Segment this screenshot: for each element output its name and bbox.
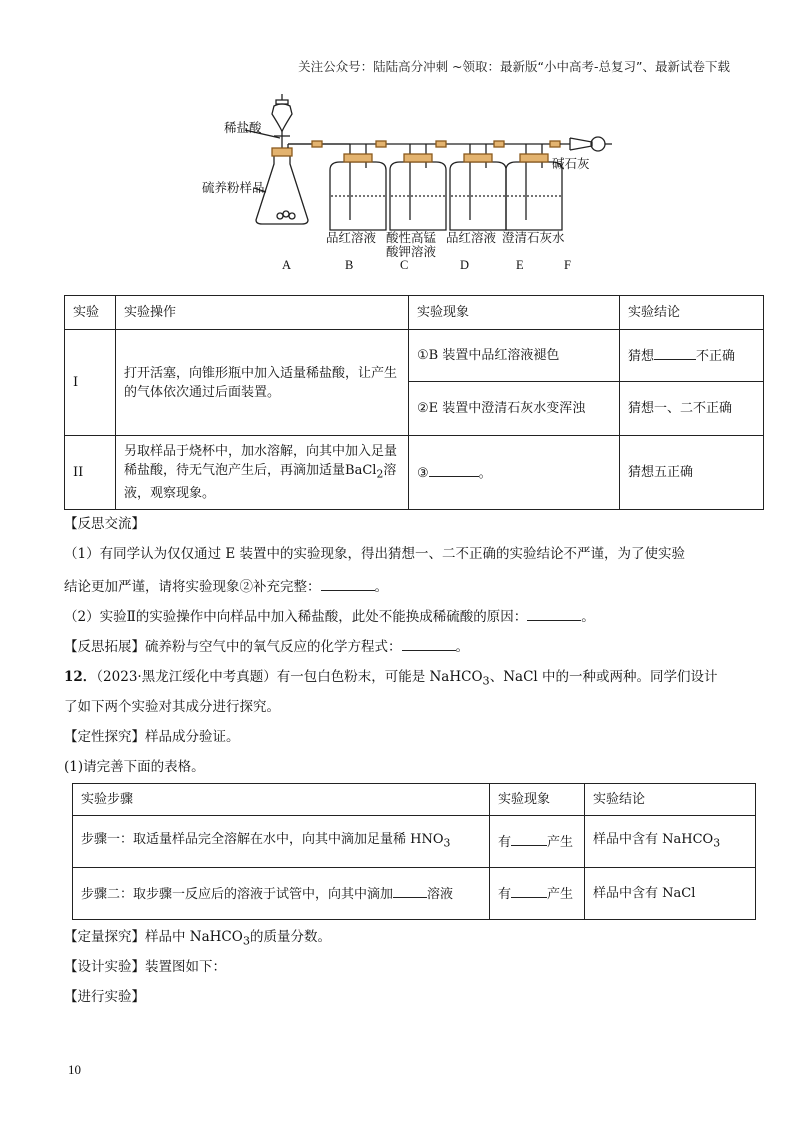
question-text: 。	[374, 579, 388, 595]
question-12-line-1	[64, 667, 764, 692]
question-2	[64, 606, 764, 627]
label-letter-b: B	[345, 258, 354, 272]
phenomenon-text: 产生	[547, 887, 574, 902]
question-1-line-1: （1）有同学认为仅仅通过 E 装置中的实验现象，得出猜想一、二不正确的实验结论不严谨，为了使实验	[64, 546, 686, 562]
experiment-table-2	[72, 783, 756, 920]
question-text: 结论更加严谨，请将实验现象②补充完整：	[64, 579, 321, 595]
label-letter-d: D	[460, 258, 470, 272]
section-title: 【定量探究】	[64, 929, 145, 945]
table-header-row	[65, 296, 764, 330]
step-text: 步骤一：取适量样品完全溶解在水中，向其中滴加足量稀 HNO	[81, 832, 444, 848]
label-sample: 硫养粉样品	[202, 180, 265, 195]
conclusion-text: 猜想	[628, 349, 655, 364]
operation-text: BaCl	[345, 463, 377, 478]
label-solution-b: 品红溶液	[326, 230, 377, 245]
section-title: 【定性探究】	[64, 729, 145, 745]
design-line	[64, 957, 764, 977]
table-cell-id: II	[65, 436, 116, 510]
question-text: 硫养粉与空气中的氧气反应的化学方程式：	[145, 639, 402, 655]
table-cell-conclusion: 样品中含有 NaCl	[585, 868, 756, 920]
question-text: 样品中 NaHCO	[145, 929, 243, 945]
subscript: 2	[376, 467, 384, 481]
table-header-cell: 实验结论	[585, 784, 756, 816]
question-1-line-2	[64, 576, 764, 597]
answer-blank[interactable]	[402, 636, 456, 651]
table-cell-phenomenon	[490, 816, 585, 868]
answer-blank[interactable]	[511, 883, 547, 898]
table-row	[73, 868, 756, 920]
question-text: 。	[455, 639, 469, 655]
question-12-line-2: 了如下两个实验对其成分进行探究。	[64, 699, 280, 715]
page-header: 关注公众号：陆陆高分冲刺 ~领取：最新版“小中高考-总复习”、最新试卷下载	[298, 59, 730, 74]
table-row	[65, 436, 764, 510]
operation-text: 另取样品于烧杯中，加水溶解，向其中加入足量稀盐酸，待无气泡产生后，再滴加适量	[124, 444, 398, 478]
label-soda-lime: 碱石灰	[552, 156, 590, 171]
step-text: 步骤二：取步骤一反应后的溶液于试管中，向其中滴加	[81, 887, 394, 902]
table-cell-conclusion: 猜想一、二不正确	[620, 382, 764, 436]
operation-text: 溶液，观察现象。	[124, 463, 397, 501]
label-solution-e: 澄清石灰水	[502, 230, 565, 245]
question-number: 12．	[64, 669, 97, 685]
table-cell-phenomenon: ①B 装置中品红溶液褪色	[409, 330, 620, 382]
answer-blank[interactable]	[511, 831, 547, 846]
subscript: 3	[242, 934, 250, 948]
question-text: （2）实验Ⅱ的实验操作中向样品中加入稀盐酸，此处不能换成稀硫酸的原因：	[64, 609, 528, 625]
label-letter-e: E	[516, 258, 524, 272]
table-cell-operation	[116, 436, 409, 510]
question-text: 的质量分数。	[250, 929, 331, 945]
table-cell-step	[73, 868, 490, 920]
subscript: 3	[713, 836, 721, 850]
table-header-cell: 实验步骤	[73, 784, 490, 816]
table-cell-phenomenon	[409, 436, 620, 510]
label-letter-a: A	[282, 258, 292, 272]
phenomenon-text: 产生	[547, 835, 574, 850]
question-text: 、NaCl 中的一种或两种。同学们设计	[489, 669, 718, 685]
table-header-cell: 实验操作	[116, 296, 409, 330]
qualitative-line	[64, 727, 764, 747]
extension-line	[64, 636, 764, 657]
table-cell-conclusion: 猜想五正确	[620, 436, 764, 510]
subscript: 3	[482, 674, 490, 688]
question-text: （2023·黑龙江绥化中考真题）有一包白色粉末，可能是 NaHCO	[96, 669, 483, 685]
phenomenon-text: ③	[417, 465, 429, 481]
step-text: 溶液	[427, 887, 454, 902]
section-title: 【反思拓展】	[64, 639, 145, 655]
phenomenon-text: 。	[478, 465, 492, 481]
table-cell-operation: 打开活塞，向锥形瓶中加入适量稀盐酸，让产生的气体依次通过后面装置。	[116, 330, 409, 436]
question-text: 装置图如下：	[145, 959, 226, 975]
conclusion-text: 样品中含有 NaHCO	[593, 832, 714, 848]
table-cell-conclusion	[620, 330, 764, 382]
answer-blank[interactable]	[527, 606, 581, 621]
reflection-title: 【反思交流】	[64, 516, 145, 532]
table-header-cell: 实验现象	[490, 784, 585, 816]
table-cell-id: I	[65, 330, 116, 436]
table-row	[65, 330, 764, 382]
question-text: 。	[581, 609, 595, 625]
label-solution-c-1: 酸性高锰	[386, 230, 437, 245]
answer-blank[interactable]	[654, 345, 696, 360]
table-header-row	[73, 784, 756, 816]
page-number: 10	[68, 1062, 81, 1077]
experiment-table-1	[64, 295, 764, 510]
table-cell-phenomenon: ②E 装置中澄清石灰水变浑浊	[409, 382, 620, 436]
subscript: 3	[443, 836, 451, 850]
quantitative-line	[64, 927, 764, 952]
experiment-apparatus-figure	[200, 92, 620, 272]
conclusion-text: 不正确	[696, 349, 736, 364]
do-experiment-title: 【进行实验】	[64, 989, 145, 1005]
answer-blank[interactable]	[429, 462, 479, 477]
table-row	[73, 816, 756, 868]
phenomenon-text: 有	[498, 887, 512, 902]
label-letter-c: C	[400, 258, 409, 272]
label-solution-c-2: 酸钾溶液	[386, 244, 437, 259]
table-header-cell: 实验现象	[409, 296, 620, 330]
answer-blank[interactable]	[393, 883, 427, 898]
label-letter-f: F	[564, 258, 571, 272]
table-cell-conclusion	[585, 816, 756, 868]
phenomenon-text: 有	[498, 835, 512, 850]
table-cell-step	[73, 816, 490, 868]
label-solution-d: 品红溶液	[446, 230, 497, 245]
complete-table-instruction: (1)请完善下面的表格。	[64, 759, 205, 775]
table-cell-phenomenon	[490, 868, 585, 920]
question-text: 样品成分验证。	[145, 729, 240, 745]
label-dilute-hcl: 稀盐酸	[224, 120, 262, 135]
section-title: 【设计实验】	[64, 959, 145, 975]
table-header-cell: 实验结论	[620, 296, 764, 330]
table-header-cell: 实验	[65, 296, 116, 330]
answer-blank[interactable]	[321, 576, 375, 591]
